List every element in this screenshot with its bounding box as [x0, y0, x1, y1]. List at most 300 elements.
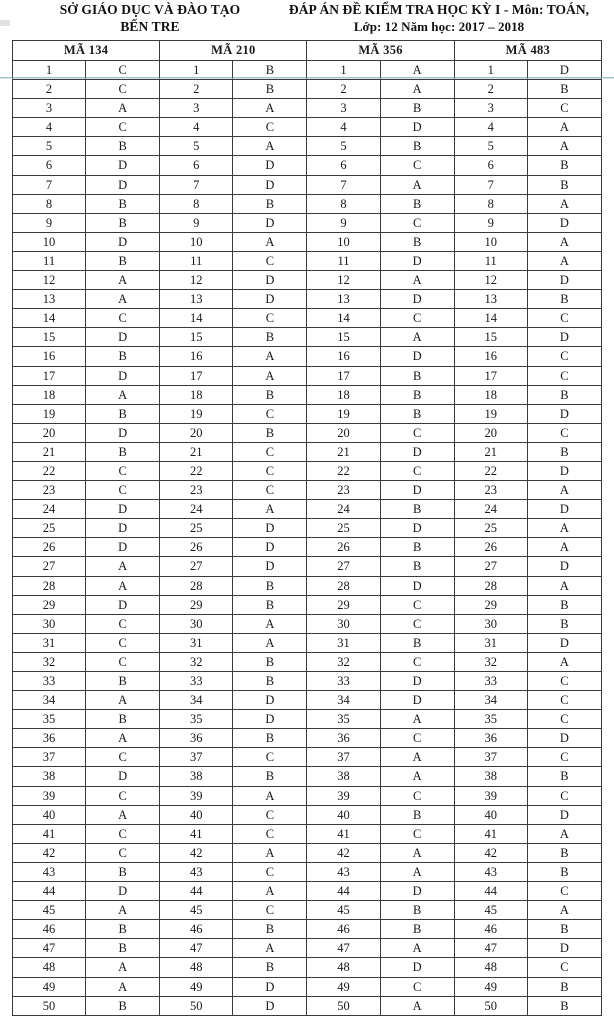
- answer-cell-210: C: [233, 862, 307, 881]
- answer-cell-356: C: [380, 309, 454, 328]
- question-number-134: 44: [13, 882, 86, 901]
- question-number-210: 40: [160, 805, 233, 824]
- question-number-483: 45: [454, 901, 527, 920]
- answer-cell-134: B: [86, 996, 160, 1015]
- answer-cell-356: B: [380, 500, 454, 519]
- answer-cell-356: B: [380, 633, 454, 652]
- question-number-134: 38: [13, 767, 86, 786]
- question-number-134: 9: [13, 213, 86, 232]
- answer-cell-134: B: [86, 672, 160, 691]
- question-number-356: 39: [307, 786, 380, 805]
- answer-cell-134: B: [86, 137, 160, 156]
- answer-cell-210: B: [233, 423, 307, 442]
- question-number-210: 2: [160, 80, 233, 99]
- title-line-1: ĐÁP ÁN ĐỀ KIỂM TRA HỌC KỲ I - Môn: TOÁN,: [288, 2, 590, 17]
- answer-cell-210: C: [233, 251, 307, 270]
- answer-cell-134: C: [86, 80, 160, 99]
- answer-cell-356: A: [380, 996, 454, 1015]
- answer-cell-134: A: [86, 271, 160, 290]
- answer-cell-134: B: [86, 194, 160, 213]
- question-number-483: 15: [454, 328, 527, 347]
- question-number-483: 22: [454, 461, 527, 480]
- question-number-356: 16: [307, 347, 380, 366]
- question-number-134: 32: [13, 652, 86, 671]
- question-number-134: 30: [13, 614, 86, 633]
- answer-cell-134: C: [86, 843, 160, 862]
- question-number-134: 12: [13, 271, 86, 290]
- answer-cell-134: D: [86, 519, 160, 538]
- question-number-356: 46: [307, 920, 380, 939]
- question-number-134: 34: [13, 691, 86, 710]
- question-number-356: 21: [307, 442, 380, 461]
- question-number-483: 46: [454, 920, 527, 939]
- table-row: [13, 309, 602, 328]
- answer-cell-356: B: [380, 538, 454, 557]
- question-number-210: 25: [160, 519, 233, 538]
- answer-cell-483: B: [527, 595, 601, 614]
- answer-cell-134: D: [86, 232, 160, 251]
- answer-cell-356: D: [380, 882, 454, 901]
- question-number-483: 42: [454, 843, 527, 862]
- question-number-210: 4: [160, 118, 233, 137]
- answer-cell-356: A: [380, 767, 454, 786]
- answer-cell-210: B: [233, 61, 307, 80]
- question-number-356: 9: [307, 213, 380, 232]
- question-number-134: 50: [13, 996, 86, 1015]
- question-number-483: 9: [454, 213, 527, 232]
- table-row: [13, 347, 602, 366]
- question-number-356: 44: [307, 882, 380, 901]
- answer-cell-210: D: [233, 996, 307, 1015]
- question-number-210: 18: [160, 385, 233, 404]
- question-number-356: 18: [307, 385, 380, 404]
- answer-cell-356: A: [380, 710, 454, 729]
- answer-cell-210: C: [233, 404, 307, 423]
- question-number-210: 8: [160, 194, 233, 213]
- answer-cell-483: B: [527, 175, 601, 194]
- answer-cell-134: C: [86, 824, 160, 843]
- answer-cell-210: B: [233, 328, 307, 347]
- answer-cell-483: B: [527, 996, 601, 1015]
- issuing-authority: [34, 1, 266, 35]
- question-number-483: 32: [454, 652, 527, 671]
- question-number-483: 4: [454, 118, 527, 137]
- answer-cell-210: B: [233, 958, 307, 977]
- answer-cell-483: D: [527, 500, 601, 519]
- answer-cell-134: C: [86, 309, 160, 328]
- question-number-210: 3: [160, 99, 233, 118]
- table-row: [13, 633, 602, 652]
- question-number-134: 13: [13, 290, 86, 309]
- table-row: [13, 423, 602, 442]
- answer-cell-210: C: [233, 805, 307, 824]
- table-row: [13, 901, 602, 920]
- answer-cell-483: D: [527, 939, 601, 958]
- table-row: [13, 939, 602, 958]
- answer-cell-483: A: [527, 118, 601, 137]
- answer-cell-356: B: [380, 920, 454, 939]
- answer-cell-483: C: [527, 347, 601, 366]
- question-number-356: 11: [307, 251, 380, 270]
- question-number-210: 44: [160, 882, 233, 901]
- answer-cell-134: A: [86, 958, 160, 977]
- answer-cell-210: B: [233, 80, 307, 99]
- table-row: [13, 461, 602, 480]
- answer-cell-483: B: [527, 767, 601, 786]
- question-number-356: 7: [307, 175, 380, 194]
- answer-cell-210: D: [233, 538, 307, 557]
- answer-cell-210: C: [233, 748, 307, 767]
- answer-cell-356: D: [380, 672, 454, 691]
- question-number-483: 20: [454, 423, 527, 442]
- question-number-483: 25: [454, 519, 527, 538]
- answer-cell-210: D: [233, 977, 307, 996]
- title-line-2: Lớp: 12 Năm học: 2017 – 2018: [353, 19, 525, 34]
- question-number-134: 15: [13, 328, 86, 347]
- table-row: [13, 80, 602, 99]
- question-number-356: 14: [307, 309, 380, 328]
- question-number-134: 16: [13, 347, 86, 366]
- answer-cell-210: B: [233, 576, 307, 595]
- question-number-483: 30: [454, 614, 527, 633]
- table-row: [13, 996, 602, 1015]
- answer-cell-483: A: [527, 652, 601, 671]
- question-number-483: 24: [454, 500, 527, 519]
- answer-cell-483: D: [527, 461, 601, 480]
- question-number-356: 31: [307, 633, 380, 652]
- question-number-483: 44: [454, 882, 527, 901]
- answer-cell-134: C: [86, 118, 160, 137]
- answer-cell-210: B: [233, 729, 307, 748]
- question-number-356: 26: [307, 538, 380, 557]
- answer-cell-483: C: [527, 958, 601, 977]
- question-number-483: 49: [454, 977, 527, 996]
- answer-cell-356: C: [380, 786, 454, 805]
- answer-cell-210: D: [233, 156, 307, 175]
- answer-cell-356: D: [380, 347, 454, 366]
- question-number-134: 1: [13, 61, 86, 80]
- answer-cell-483: A: [527, 901, 601, 920]
- question-number-483: 31: [454, 633, 527, 652]
- table-row: [13, 672, 602, 691]
- question-number-483: 36: [454, 729, 527, 748]
- question-number-134: 48: [13, 958, 86, 977]
- answer-cell-210: C: [233, 901, 307, 920]
- answer-cell-210: C: [233, 461, 307, 480]
- table-row: [13, 442, 602, 461]
- table-row: [13, 920, 602, 939]
- question-number-483: 8: [454, 194, 527, 213]
- answer-cell-356: C: [380, 977, 454, 996]
- answer-cell-134: B: [86, 404, 160, 423]
- question-number-483: 43: [454, 862, 527, 881]
- exam-code-header-356: MÃ 356: [307, 41, 454, 61]
- answer-cell-134: D: [86, 538, 160, 557]
- answer-cell-483: A: [527, 519, 601, 538]
- answer-cell-483: D: [527, 633, 601, 652]
- question-number-356: 3: [307, 99, 380, 118]
- answer-cell-356: A: [380, 939, 454, 958]
- answer-cell-483: D: [527, 328, 601, 347]
- question-number-134: 35: [13, 710, 86, 729]
- answer-cell-134: A: [86, 901, 160, 920]
- table-row: [13, 862, 602, 881]
- question-number-356: 29: [307, 595, 380, 614]
- question-number-134: 46: [13, 920, 86, 939]
- answer-cell-483: B: [527, 80, 601, 99]
- answer-cell-134: D: [86, 500, 160, 519]
- question-number-483: 11: [454, 251, 527, 270]
- answer-cell-356: D: [380, 481, 454, 500]
- table-row: [13, 271, 602, 290]
- question-number-210: 12: [160, 271, 233, 290]
- answer-cell-134: D: [86, 882, 160, 901]
- answer-cell-356: C: [380, 213, 454, 232]
- table-row: [13, 99, 602, 118]
- question-number-483: 19: [454, 404, 527, 423]
- table-row: [13, 576, 602, 595]
- answer-cell-134: A: [86, 691, 160, 710]
- answer-cell-210: A: [233, 99, 307, 118]
- answer-cell-483: D: [527, 404, 601, 423]
- table-row: [13, 691, 602, 710]
- answer-cell-210: A: [233, 347, 307, 366]
- question-number-356: 40: [307, 805, 380, 824]
- answer-cell-483: C: [527, 309, 601, 328]
- table-row: [13, 595, 602, 614]
- question-number-210: 19: [160, 404, 233, 423]
- question-number-483: 38: [454, 767, 527, 786]
- answer-cell-356: B: [380, 194, 454, 213]
- table-row: [13, 824, 602, 843]
- table-row: [13, 805, 602, 824]
- answer-cell-483: A: [527, 481, 601, 500]
- question-number-210: 43: [160, 862, 233, 881]
- table-row: [13, 366, 602, 385]
- question-number-356: 4: [307, 118, 380, 137]
- question-number-356: 41: [307, 824, 380, 843]
- question-number-483: 29: [454, 595, 527, 614]
- question-number-210: 31: [160, 633, 233, 652]
- question-number-210: 23: [160, 481, 233, 500]
- answer-cell-134: C: [86, 748, 160, 767]
- question-number-210: 21: [160, 442, 233, 461]
- answer-cell-210: B: [233, 920, 307, 939]
- answer-key-table-wrapper: [12, 40, 602, 1016]
- answer-cell-483: A: [527, 538, 601, 557]
- question-number-210: 20: [160, 423, 233, 442]
- question-number-356: 35: [307, 710, 380, 729]
- question-number-134: 3: [13, 99, 86, 118]
- question-number-483: 17: [454, 366, 527, 385]
- answer-cell-483: A: [527, 251, 601, 270]
- question-number-134: 31: [13, 633, 86, 652]
- answer-cell-134: A: [86, 576, 160, 595]
- question-number-356: 22: [307, 461, 380, 480]
- answer-cell-210: B: [233, 767, 307, 786]
- answer-cell-356: D: [380, 118, 454, 137]
- question-number-210: 36: [160, 729, 233, 748]
- answer-cell-210: A: [233, 366, 307, 385]
- answer-cell-356: A: [380, 80, 454, 99]
- question-number-210: 30: [160, 614, 233, 633]
- question-number-356: 19: [307, 404, 380, 423]
- question-number-356: 6: [307, 156, 380, 175]
- table-row: [13, 194, 602, 213]
- question-number-134: 18: [13, 385, 86, 404]
- question-number-210: 5: [160, 137, 233, 156]
- answer-cell-134: A: [86, 977, 160, 996]
- table-row: [13, 251, 602, 270]
- answer-cell-356: B: [380, 404, 454, 423]
- question-number-210: 24: [160, 500, 233, 519]
- answer-cell-483: B: [527, 862, 601, 881]
- answer-cell-483: B: [527, 614, 601, 633]
- answer-cell-356: D: [380, 958, 454, 977]
- answer-cell-356: D: [380, 290, 454, 309]
- question-number-210: 45: [160, 901, 233, 920]
- answer-cell-483: B: [527, 385, 601, 404]
- answer-cell-356: C: [380, 595, 454, 614]
- question-number-483: 41: [454, 824, 527, 843]
- question-number-134: 22: [13, 461, 86, 480]
- answer-cell-210: A: [233, 137, 307, 156]
- answer-cell-483: A: [527, 824, 601, 843]
- table-row: [13, 137, 602, 156]
- answer-cell-134: B: [86, 347, 160, 366]
- question-number-210: 11: [160, 251, 233, 270]
- question-number-134: 5: [13, 137, 86, 156]
- question-number-356: 37: [307, 748, 380, 767]
- answer-cell-356: A: [380, 862, 454, 881]
- answer-cell-483: B: [527, 977, 601, 996]
- table-row: [13, 614, 602, 633]
- answer-cell-210: A: [233, 843, 307, 862]
- answer-cell-356: C: [380, 729, 454, 748]
- answer-cell-134: C: [86, 652, 160, 671]
- answer-cell-210: D: [233, 519, 307, 538]
- question-number-356: 24: [307, 500, 380, 519]
- answer-cell-134: C: [86, 461, 160, 480]
- question-number-483: 3: [454, 99, 527, 118]
- answer-cell-356: C: [380, 461, 454, 480]
- question-number-356: 25: [307, 519, 380, 538]
- answer-cell-483: C: [527, 691, 601, 710]
- question-number-134: 25: [13, 519, 86, 538]
- question-number-356: 2: [307, 80, 380, 99]
- answer-cell-210: D: [233, 271, 307, 290]
- answer-cell-356: A: [380, 843, 454, 862]
- answer-cell-134: A: [86, 557, 160, 576]
- answer-cell-356: D: [380, 251, 454, 270]
- answer-cell-483: C: [527, 882, 601, 901]
- answer-cell-210: D: [233, 290, 307, 309]
- question-number-356: 50: [307, 996, 380, 1015]
- question-number-134: 28: [13, 576, 86, 595]
- table-row: [13, 385, 602, 404]
- question-number-356: 33: [307, 672, 380, 691]
- question-number-134: 2: [13, 80, 86, 99]
- question-number-134: 8: [13, 194, 86, 213]
- question-number-134: 39: [13, 786, 86, 805]
- answer-cell-134: B: [86, 862, 160, 881]
- question-number-134: 45: [13, 901, 86, 920]
- answer-cell-356: B: [380, 366, 454, 385]
- answer-cell-356: B: [380, 137, 454, 156]
- question-number-134: 7: [13, 175, 86, 194]
- question-number-210: 33: [160, 672, 233, 691]
- question-number-210: 9: [160, 213, 233, 232]
- exam-code-header-483: MÃ 483: [454, 41, 601, 61]
- question-number-210: 48: [160, 958, 233, 977]
- question-number-134: 24: [13, 500, 86, 519]
- answer-cell-356: B: [380, 805, 454, 824]
- question-number-356: 15: [307, 328, 380, 347]
- table-row: [13, 710, 602, 729]
- question-number-356: 28: [307, 576, 380, 595]
- answer-cell-210: A: [233, 786, 307, 805]
- question-number-210: 50: [160, 996, 233, 1015]
- answer-cell-356: A: [380, 328, 454, 347]
- question-number-210: 41: [160, 824, 233, 843]
- table-row: [13, 290, 602, 309]
- answer-cell-483: A: [527, 137, 601, 156]
- exam-code-header-210: MÃ 210: [160, 41, 307, 61]
- question-number-356: 38: [307, 767, 380, 786]
- question-number-483: 35: [454, 710, 527, 729]
- answer-cell-483: B: [527, 442, 601, 461]
- question-number-210: 37: [160, 748, 233, 767]
- question-number-356: 42: [307, 843, 380, 862]
- question-number-483: 27: [454, 557, 527, 576]
- answer-cell-483: D: [527, 61, 601, 80]
- answer-cell-210: B: [233, 652, 307, 671]
- answer-cell-483: C: [527, 748, 601, 767]
- question-number-134: 47: [13, 939, 86, 958]
- question-number-483: 40: [454, 805, 527, 824]
- question-number-483: 6: [454, 156, 527, 175]
- answer-key-table: [12, 40, 602, 1016]
- question-number-210: 10: [160, 232, 233, 251]
- answer-cell-356: D: [380, 576, 454, 595]
- answer-cell-134: C: [86, 614, 160, 633]
- question-number-210: 47: [160, 939, 233, 958]
- answer-cell-134: A: [86, 99, 160, 118]
- question-number-483: 23: [454, 481, 527, 500]
- answer-cell-356: B: [380, 232, 454, 251]
- question-number-483: 39: [454, 786, 527, 805]
- answer-cell-483: C: [527, 423, 601, 442]
- answer-cell-483: B: [527, 843, 601, 862]
- question-number-134: 43: [13, 862, 86, 881]
- answer-cell-356: A: [380, 271, 454, 290]
- question-number-356: 43: [307, 862, 380, 881]
- table-row: [13, 404, 602, 423]
- authority-line-2: BẾN TRE: [120, 19, 180, 34]
- question-number-210: 7: [160, 175, 233, 194]
- answer-cell-210: B: [233, 385, 307, 404]
- table-row: [13, 748, 602, 767]
- answer-cell-483: D: [527, 557, 601, 576]
- answer-cell-483: C: [527, 786, 601, 805]
- answer-cell-134: A: [86, 805, 160, 824]
- answer-cell-356: C: [380, 156, 454, 175]
- question-number-210: 42: [160, 843, 233, 862]
- answer-cell-210: D: [233, 710, 307, 729]
- question-number-134: 27: [13, 557, 86, 576]
- table-row: [13, 328, 602, 347]
- question-number-483: 16: [454, 347, 527, 366]
